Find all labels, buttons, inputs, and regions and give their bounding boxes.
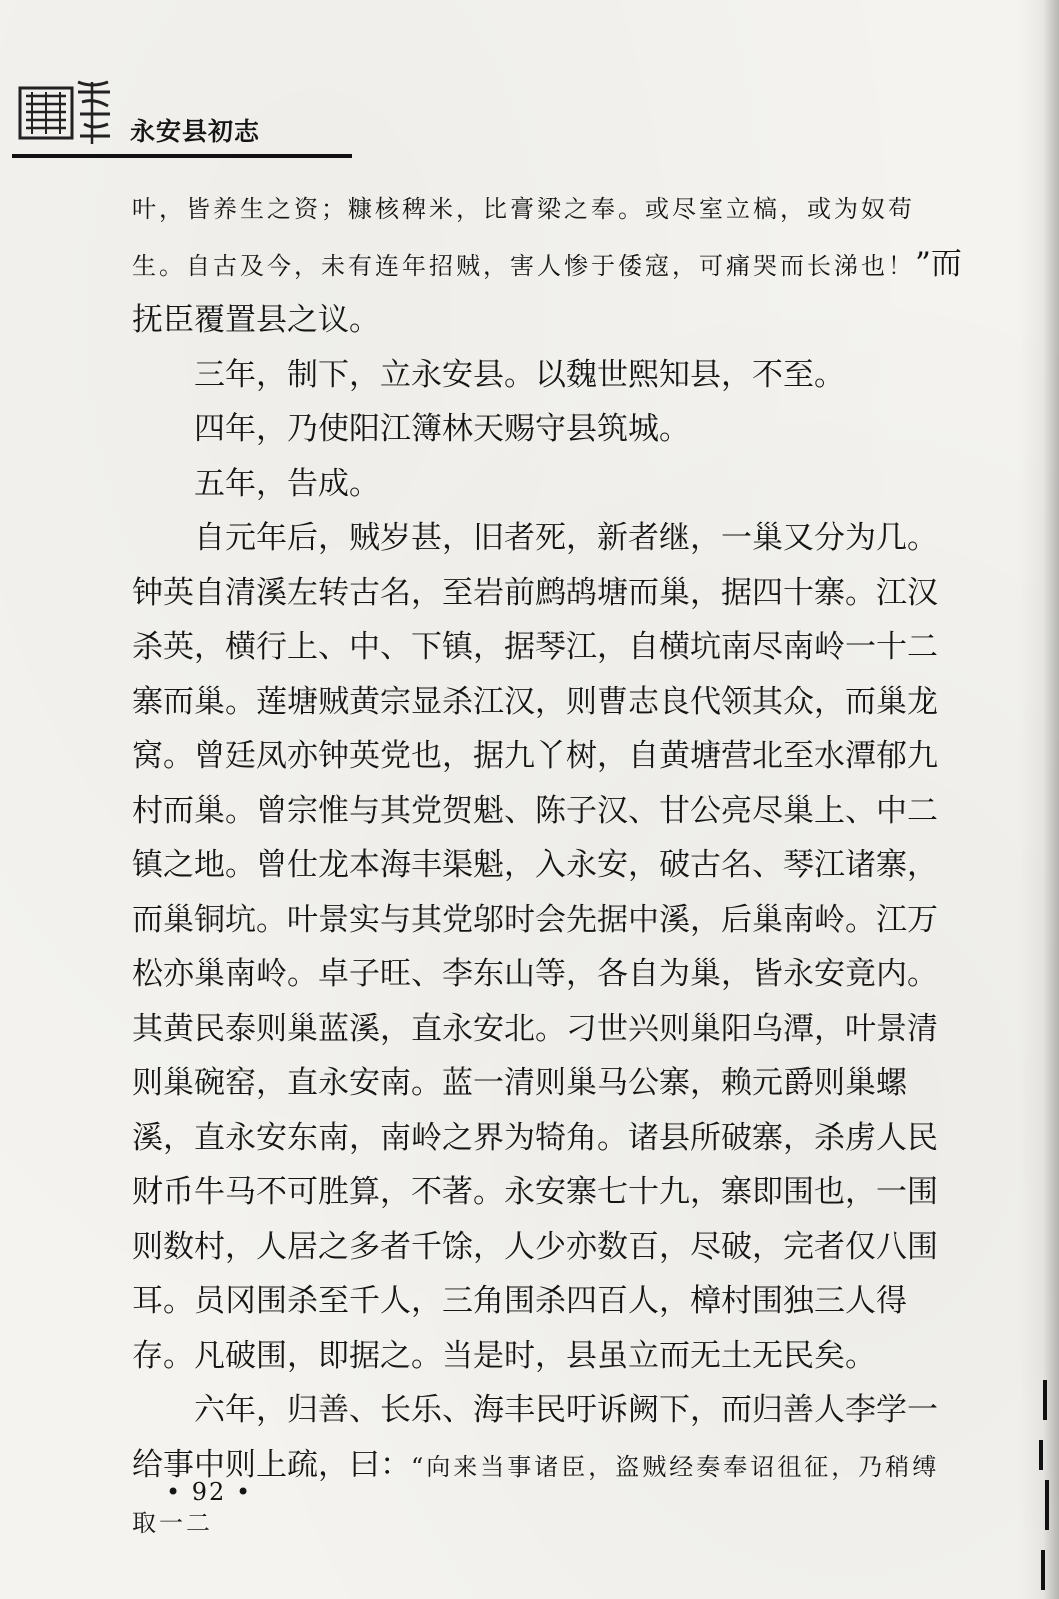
- header-rule: [12, 154, 352, 158]
- page-number: • 92 •: [166, 1478, 253, 1506]
- paragraph: [132, 511, 962, 1383]
- paragraph-text: 五年，告成。: [194, 465, 380, 502]
- paragraph: [132, 1383, 962, 1551]
- paragraph-text: 三年，制下，立永安县。以魏世熙知县，不至。: [194, 356, 845, 393]
- scan-edge-shadow: [1019, 0, 1059, 1599]
- scan-edge-marks: [1021, 1380, 1051, 1590]
- seal-logo-icon: [18, 78, 114, 148]
- paragraph: [132, 180, 962, 348]
- paragraph-text: 六年，归善、长乐、海丰民吁诉阙下，而归善人李学一给事中则上疏，曰：: [132, 1392, 938, 1483]
- body-text: [132, 180, 962, 1551]
- paragraph-text: 四年，乃使阳江簿林天赐守县筑城。: [194, 411, 690, 447]
- quoted-text: “向来当事诸臣，盗贼经奏奉诏徂征，乃稍缚取一二: [132, 1452, 940, 1537]
- paragraph-text: 自元年后，贼岁甚，旧者死，新者继，一巢又分为几。钟英自清溪左转古名，至岩前鹧鸪塘而巢，据四十寨。江汉杀英，横行上、中、下镇，据琴江，自横坑南尽南岭一十二寨而巢。莲塘贼黄宗显杀江汉，则曹志良代领其众，而巢龙窝。曾廷凤亦钟英党也，据九丫树，自黄塘营北至水潭郁九村而巢。曾宗惟与其党贺魁、陈子汉、甘公亮尽巢上、中二镇之地。曾仕龙本海丰渠魁，入永安，破古名、琴江诸寨，而巢铜坑。叶景实与其党邬时会先据中溪，后巢南岭。江万松亦巢南岭。卓子旺、李东山等，各自为巢，皆永安竟内。其黄民泰则巢蓝溪，直永安北。刁世兴则巢阳乌潭，叶景清则巢碗窑，直永安南。蓝一清则巢马公寨，赖元爵则巢螺溪，直永安东南，南岭之界为犄角。诸县所破寨，杀虏人民财币牛马不可胜算，不著。永安寨七十九，寨即围也，一围则数村，人居之多者千馀，人少亦数百，尽破，完者仅八围耳。员冈围杀至千人，三角围杀四百人，樟村围独三人得存。凡破围，即据之。当是时，县虽立而无土无民矣。: [132, 520, 938, 1374]
- book-title: 永安县初志: [130, 117, 261, 146]
- paragraph: [132, 348, 962, 403]
- paragraph-text: ”而抚臣覆置县之议。: [132, 245, 962, 338]
- quoted-text: 叶，皆养生之资；糠核稗米，比膏梁之奉。或尽室立槁，或为奴苟生。自古及今，未有连年招贼，害人惨于倭寇，可痛哭而长涕也！: [132, 195, 915, 280]
- paragraph: [132, 402, 962, 457]
- paragraph: [132, 457, 962, 512]
